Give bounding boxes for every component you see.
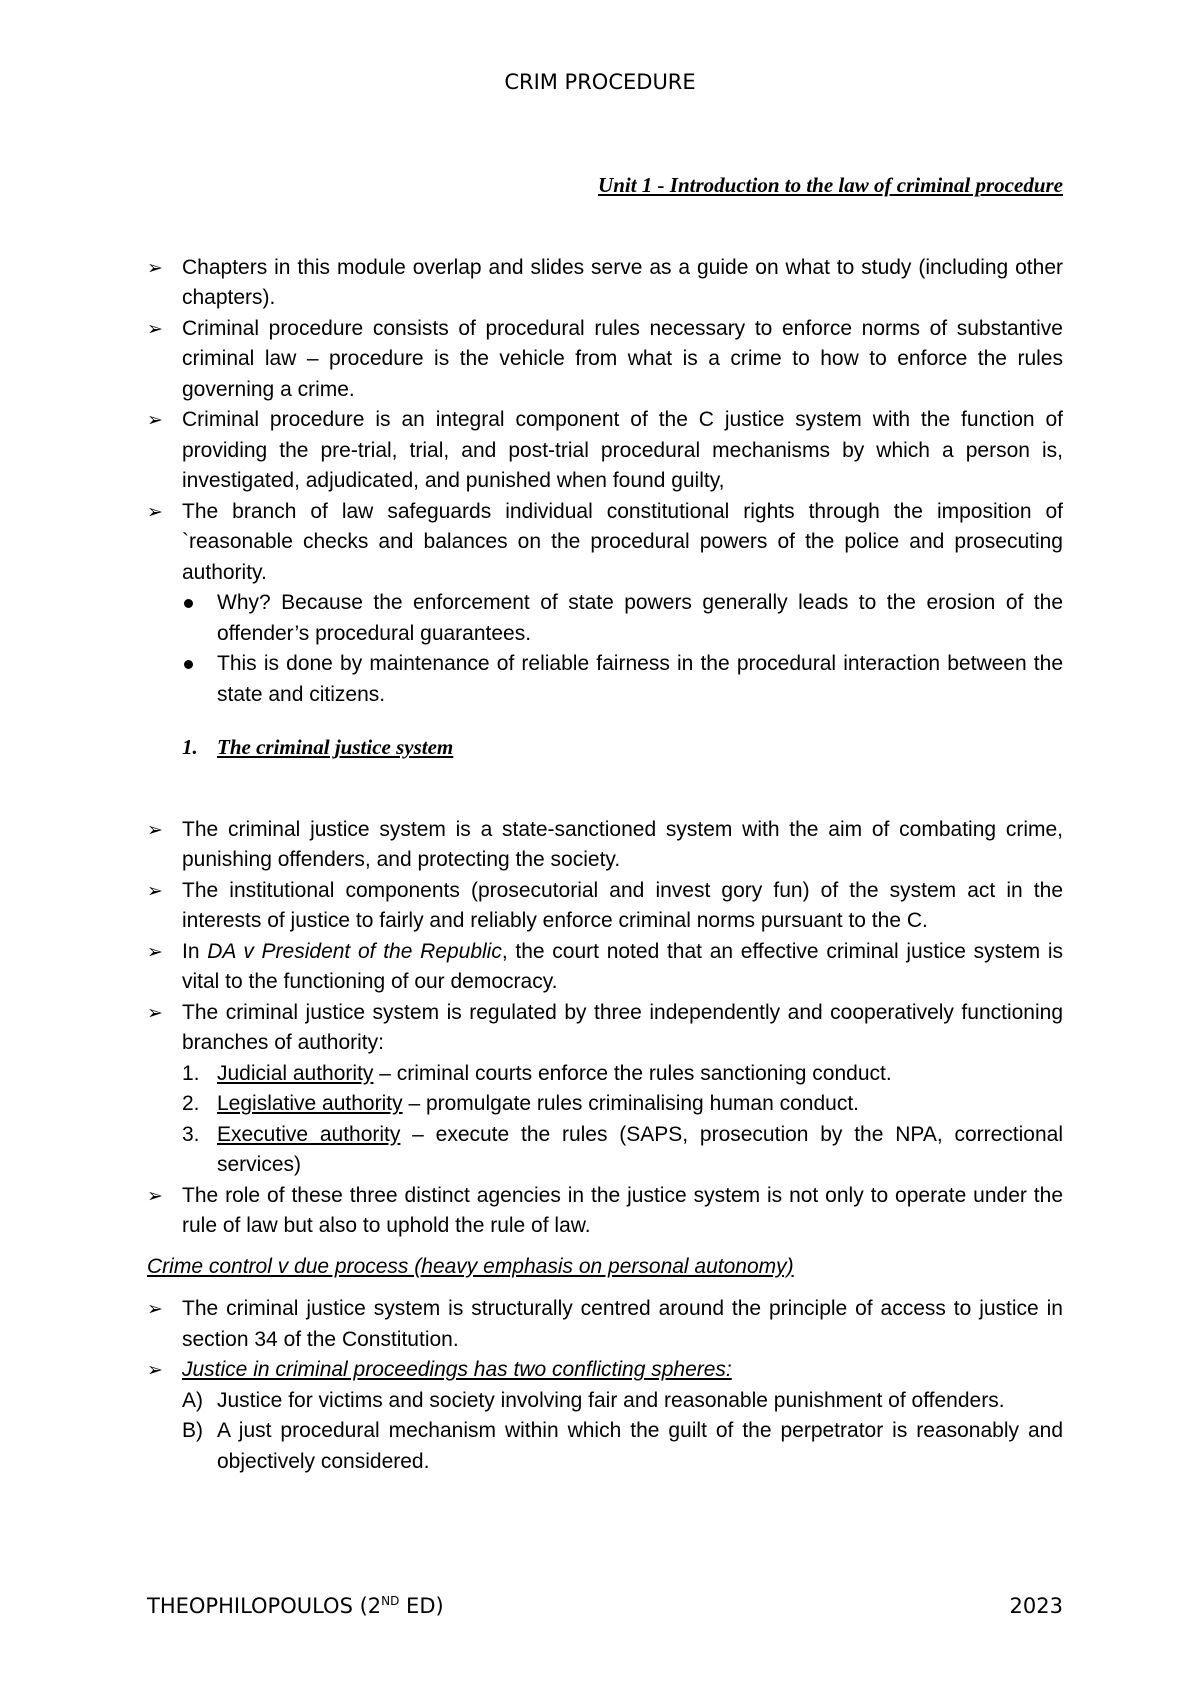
arrow-bullet-icon: ➢ — [147, 879, 163, 902]
document-body — [147, 170, 1063, 1477]
list-item: ➢ In DA v President of the Republic, the court noted that an effective criminal justice system is vital to the functioning of our democracy. — [147, 937, 1063, 998]
list-item: 1. Judicial authority – criminal courts enforce the rules sanctioning conduct. — [182, 1061, 892, 1085]
unit-heading: Unit 1 - Introduction to the law of criminal procedure — [598, 173, 1063, 197]
list-item: ➢ Criminal procedure consists of procedural rules necessary to enforce norms of substantive criminal law – procedure is the vehicle from what is a crime to how to enforce the rules governing a crime. — [147, 314, 1063, 406]
arrow-bullet-icon: ➢ — [147, 256, 163, 279]
access-list — [147, 1294, 1063, 1386]
list-item: B) A just procedural mechanism within which the guilt of the perpetrator is reasonably and objectively considered. — [182, 1419, 1063, 1473]
branches-list — [147, 1059, 1063, 1181]
section-heading — [147, 732, 1063, 763]
role-list — [147, 1181, 1063, 1242]
list-item: A) Justice for victims and society involving fair and reasonable punishment of offenders. — [182, 1388, 1005, 1412]
arrow-bullet-icon: ➢ — [147, 1298, 163, 1320]
arrow-bullet-icon: ➢ — [147, 1184, 163, 1207]
footer-year: 2023 — [1009, 1594, 1063, 1618]
list-item: 2. Legislative authority – promulgate rules criminalising human conduct. — [182, 1092, 860, 1115]
section-title: The criminal justice system — [217, 735, 454, 759]
cjs-list — [147, 815, 1063, 1059]
list-item: ➢ The criminal justice system is a state-sanctioned system with the aim of combating crime, punishing offenders, and protecting the society. — [147, 815, 1063, 876]
list-item: This is done by maintenance of reliable fairness in the procedural interaction between the state and citizens. — [182, 649, 1063, 710]
list-item: ➢ The institutional components (prosecutorial and invest gory fun) of the system act in the interests of justice to fairly and reliably enforce criminal norms pursuant to the C. — [147, 876, 1063, 937]
spheres-list — [147, 1386, 1063, 1478]
arrow-bullet-icon: ➢ — [147, 940, 163, 963]
section-number: 1. — [182, 735, 198, 759]
arrow-bullet-icon: ➢ — [147, 818, 163, 841]
list-item: ➢ Chapters in this module overlap and slides serve as a guide on what to study (including other chapters). — [147, 253, 1063, 314]
page-header-title: CRIM PROCEDURE — [504, 70, 696, 94]
arrow-bullet-icon: ➢ — [147, 500, 163, 523]
list-item: Why? Because the enforcement of state powers generally leads to the erosion of the offender’s procedural guarantees. — [182, 588, 1063, 649]
list-item: ➢ Justice in criminal proceedings has two conflicting spheres: — [147, 1355, 1063, 1386]
arrow-bullet-icon: ➢ — [147, 1001, 163, 1024]
list-item: ➢ The criminal justice system is regulated by three independently and cooperatively functioning branches of authority: — [147, 998, 1063, 1059]
arrow-bullet-icon: ➢ — [147, 409, 163, 431]
arrow-bullet-icon: ➢ — [147, 317, 163, 340]
intro-list — [147, 253, 1063, 589]
intro-sub-bullets — [147, 588, 1063, 710]
round-bullet-icon — [184, 660, 193, 669]
list-item: ➢ The criminal justice system is structurally centred around the principle of access to justice in section 34 of the Constitution. — [147, 1294, 1063, 1355]
footer-source: THEOPHILOPOULOS (2ND ED) — [147, 1594, 444, 1618]
list-item: ➢ The branch of law safeguards individual constitutional rights through the imposition of `reasonable checks and balances on the procedural powers of the police and prosecuting authority. — [147, 497, 1063, 589]
round-bullet-icon — [184, 599, 193, 608]
list-item: 3. Executive authority – execute the rules (SAPS, prosecution by the NPA, correctional services) — [182, 1122, 1063, 1176]
list-item: ➢ The role of these three distinct agencies in the justice system is not only to operate under the rule of law but also to uphold the rule of law. — [147, 1181, 1063, 1242]
arrow-bullet-icon: ➢ — [147, 1359, 163, 1381]
list-item: ➢ Criminal procedure is an integral component of the C justice system with the function of providing the pre-trial, trial, and post-trial procedural mechanisms by which a person is, investigated, adjudicated, and punished when found guilty, — [147, 405, 1063, 497]
sub-heading: Crime control v due process (heavy emphasis on personal autonomy) — [147, 1254, 794, 1278]
case-name: DA v President of the Republic — [207, 939, 502, 963]
